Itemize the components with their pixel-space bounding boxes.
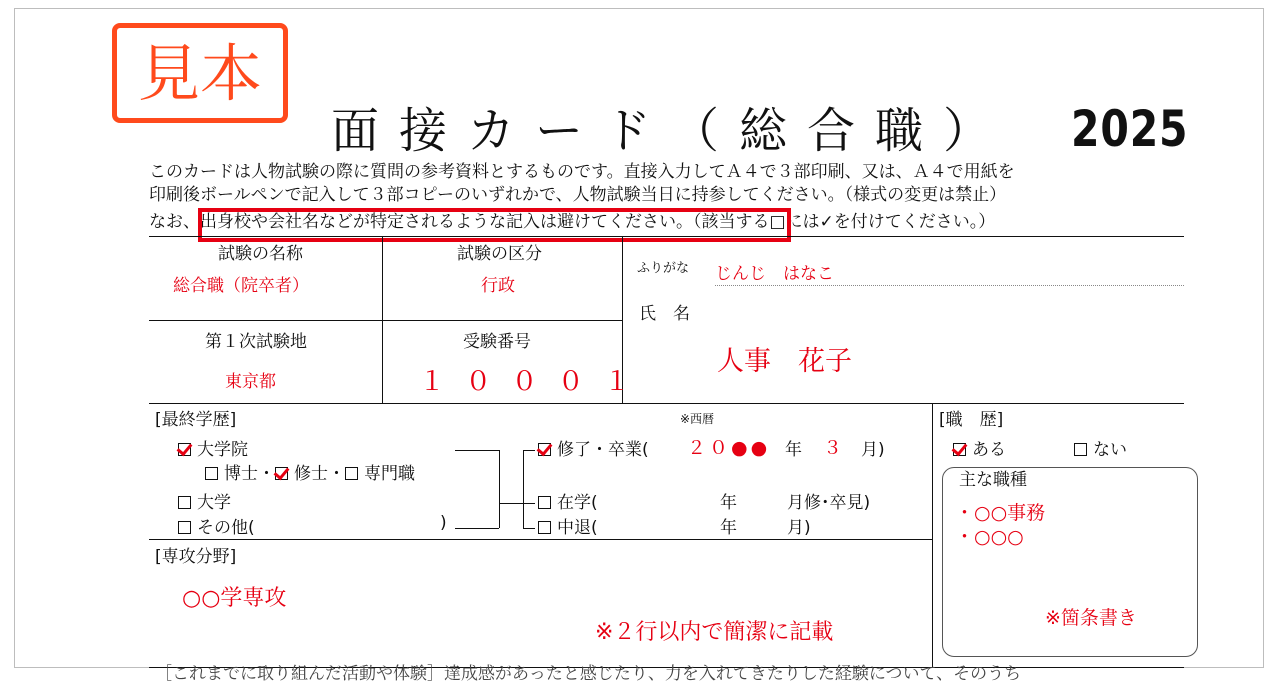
cut-off-text: ［これまでに取り組んだ活動や体験］達成感があったと感じたり、力を入れてきたりした経験について、そのうち <box>155 664 1022 684</box>
exam-category-value: 行政 <box>481 276 515 296</box>
option-label: 博士・ <box>224 464 275 484</box>
name-label: 氏 名 <box>639 304 690 324</box>
option-label: 中退( <box>557 518 598 538</box>
option-withdrawn[interactable] <box>538 513 598 538</box>
connector <box>455 450 499 451</box>
sample-stamp-text: 見本 <box>137 37 262 110</box>
exam-number-label: 受験番号 <box>463 332 531 352</box>
connector <box>523 450 535 451</box>
degree-options <box>205 459 415 484</box>
checkbox-checked-icon[interactable] <box>953 443 966 456</box>
major-header: [専攻分野] <box>155 547 237 567</box>
intro-line-2: 印刷後ボールペンで記入して３部コピーのいずれかで、人物試験当日に持参してください。（様式の変更は禁止） <box>149 185 1007 205</box>
checkbox-checked-icon[interactable] <box>178 443 191 456</box>
checkbox-icon[interactable] <box>178 521 191 534</box>
option-label: 在学( <box>557 493 598 513</box>
rule <box>149 236 1184 237</box>
checkbox-icon[interactable] <box>538 521 551 534</box>
connector <box>523 450 524 528</box>
career-no[interactable] <box>1074 435 1127 460</box>
option-label: 大学院 <box>197 440 248 460</box>
completed-month: ３ <box>823 437 843 459</box>
option-label: ない <box>1093 440 1127 460</box>
title-year: 2025 <box>1071 100 1189 158</box>
rule <box>149 539 932 540</box>
name-value: 人事 花子 <box>717 346 852 377</box>
page-title: 面接カード（総合職） <box>331 103 1012 159</box>
checkbox-icon[interactable] <box>345 467 358 480</box>
option-label: 修了・卒業( <box>557 440 649 460</box>
option-label: ある <box>972 440 1006 460</box>
intro-line-1: このカードは人物試験の際に質問の参考資料とするものです。直接入力してＡ４で３部印刷、又は、Ａ４で用紙を <box>149 162 1015 182</box>
rule <box>149 403 1184 404</box>
checkbox-icon[interactable] <box>538 496 551 509</box>
month-only-label: 月) <box>787 518 811 538</box>
career-header: [職 歴] <box>939 410 1004 430</box>
year-label: 年 <box>720 493 737 513</box>
exam-name-value: 総合職（院卒者） <box>173 276 309 296</box>
year-label: 年 <box>720 518 737 538</box>
calendar-note: ※西暦 <box>680 412 715 426</box>
career-yes[interactable] <box>953 435 1006 460</box>
option-other[interactable] <box>178 513 255 538</box>
checkbox-icon[interactable] <box>1074 443 1087 456</box>
checkbox-checked-icon[interactable] <box>275 467 288 480</box>
exam-category-label: 試験の区分 <box>457 244 542 264</box>
option-enrolled[interactable] <box>538 488 598 513</box>
connector <box>499 503 523 504</box>
furigana-label: ふりがな <box>637 261 690 276</box>
rule <box>932 403 933 667</box>
option-label: 専門職 <box>364 464 415 484</box>
interview-card-page <box>14 8 1264 684</box>
exam-site-label: 第１次試験地 <box>205 332 307 352</box>
exam-number-value: １ ０ ０ ０ １ <box>419 367 637 397</box>
main-job-item: ・○○事務 <box>955 502 1046 524</box>
intro-line-3: なお、出身校や会社名などが特定されるような記入は避けてください。（該当する□には✓を付けてください。） <box>149 212 996 232</box>
connector <box>499 450 500 528</box>
checkbox-icon[interactable] <box>205 467 218 480</box>
option-label: その他( <box>197 518 255 538</box>
connector <box>523 503 535 504</box>
option-university[interactable] <box>178 488 231 513</box>
rule <box>149 320 622 321</box>
checkbox-icon[interactable] <box>178 496 191 509</box>
connector <box>523 528 535 529</box>
exam-name-label: 試験の名称 <box>218 244 303 264</box>
other-close: ) <box>440 513 447 533</box>
career-note: ※箇条書き <box>1045 607 1137 629</box>
connector <box>455 528 499 529</box>
exam-site-value: 東京都 <box>225 372 276 392</box>
expected-label: 月修･卒見) <box>787 493 871 513</box>
option-grad-school[interactable] <box>178 435 248 460</box>
completed-year: ２０●● <box>687 437 771 459</box>
furigana-value: じんじ はなこ <box>715 264 834 284</box>
major-value: ○○学専攻 <box>182 586 287 611</box>
major-note: ※２行以内で簡潔に記載 <box>595 620 834 645</box>
main-jobs-label: 主な職種 <box>959 470 1027 490</box>
furigana-underline <box>715 285 1184 286</box>
main-job-item: ・○○○ <box>955 526 1024 548</box>
year-label: 年 <box>785 440 802 460</box>
option-label: 大学 <box>197 493 231 513</box>
option-label: 修士・ <box>294 464 345 484</box>
sample-stamp <box>112 23 288 123</box>
option-completed[interactable] <box>538 435 649 460</box>
education-header: [最終学歴] <box>155 410 237 430</box>
month-close: 月) <box>861 440 885 460</box>
checkbox-checked-icon[interactable] <box>538 443 551 456</box>
